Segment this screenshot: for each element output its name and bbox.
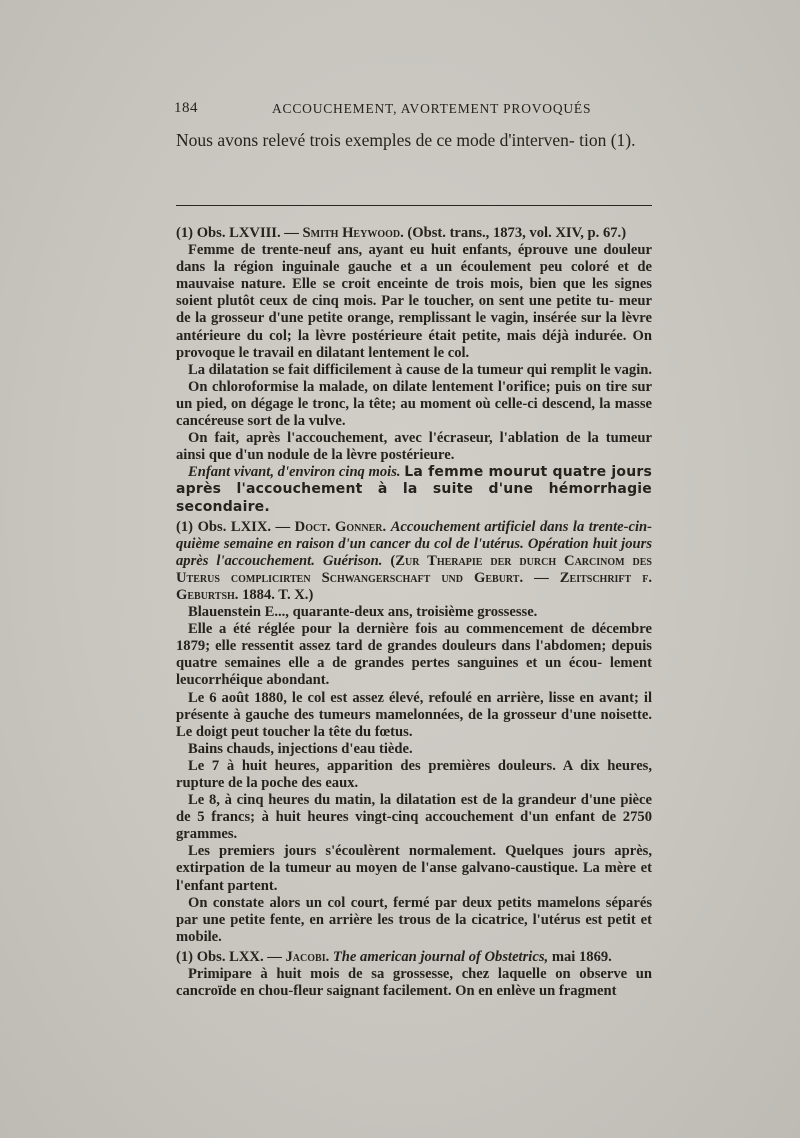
obs-68-paragraph: La dilatation se fait difficilement à cause de la tumeur qui remplit le vagin. — [188, 361, 653, 378]
obs-68-outcome: Enfant vivant, d'environ cinq mois. La femme mourut quatre jours après l'accouchement à la suite d'une hémorrhagie secondaire. — [176, 464, 652, 515]
obs-68-paragraph: On fait, après l'accouchement, avec l'écraseur, l'ablation de la tumeur ainsi que d'un nodule de la lèvre postérieure. — [176, 430, 652, 464]
footnotes — [176, 225, 652, 1000]
obs-69-paragraph: Les premiers jours s'écoulèrent normalement. Quelques jours après, extirpation de la tumeur au moyen de l'anse galvano-caustique. La mère et l'enfant partent. — [176, 843, 652, 894]
obs-70-paragraph: Primipare à huit mois de sa grossesse, chez laquelle on observe un cancroïde en chou-fleur saignant facilement. On en enlève un fragment — [176, 966, 652, 1000]
obs-69-paragraph: Blauenstein E..., quarante-deux ans, troisième grossesse. — [188, 604, 538, 621]
obs-68-paragraph: On chloroformise la malade, on dilate lentement l'orifice; puis on tire sur un pied, on dégage le tronc, la tête; au moment où celle-ci descend, la masse cancéreuse sort de la vulve. — [176, 378, 652, 430]
obs-69-paragraph: On constate alors un col court, fermé par deux petits mamelons séparés par une petite fente, en arrière les trous de la cicatrice, l'utérus est petit et mobile. — [176, 894, 652, 945]
obs-69-paragraph: Elle a été réglée pour la dernière fois au commencement de décembre 1879; elle ressentit assez tard de grandes douleurs dans l'abdomen; depuis quatre semaines elle a de grandes pertes sanguines et un écou- lement leucorrhéique abondant. — [176, 621, 652, 689]
obs-69-paragraph: Le 7 à huit heures, apparition des premières douleurs. A dix heures, rupture de la poche des eaux. — [176, 757, 652, 791]
obs-69-paragraph: Le 8, à cinq heures du matin, la dilatation est de la grandeur d'une pièce de 5 francs; à huit heures vingt-cinq accouchement d'un enfant de 2750 grammes. — [176, 792, 652, 843]
obs-68-reference: (1) Obs. LXVIII. — Smith Heywood. (Obst. trans., 1873, vol. XIV, p. 67.) — [176, 225, 627, 241]
obs-69-paragraph: Bains chauds, injections d'eau tiède. — [188, 740, 413, 757]
obs-70-reference: (1) Obs. LXX. — Jacobi. The american journal of Obstetrics, mai 1869. — [176, 948, 612, 965]
obs-69-reference: (1) Obs. LXIX. — Doct. Gonner. Accouchement artificiel dans la trente-cin- quième semaine en raison d'un cancer du col de l'utérus. Opération huit jours après l'accouchement. Guérison. (Zur Therapie der durch Carcinom des Uterus complicirten Schwangerschaft und Geburt. — Zeitschrift f. Geburtsh. 1884. T. X.) — [176, 518, 652, 603]
footnote-rule — [176, 205, 652, 206]
page-number: 184 — [174, 100, 198, 116]
main-text — [176, 128, 652, 152]
obs-69-paragraph: Le 6 août 1880, le col est assez élevé, refoulé en arrière, lisse en avant; il présente à gauche des tumeurs mamelonnées, de la grosseur d'une noisette. Le doigt peut toucher la tête du fœtus. — [176, 689, 652, 740]
obs-68-paragraph: Femme de trente-neuf ans, ayant eu huit enfants, éprouve une douleur dans la région inguinale gauche et a un écoulement peu coloré et de mauvaise nature. Elle se croit enceinte de trois mois, bien que les signes soient plutôt ceux de cinq mois. Par le toucher, on sent une petite tu- meur de la grosseur d'une petite orange, remplissant le vagin, insérée sur la lèvre antérieure du col; la lèvre postérieure était petite, mais déjà indurée. On provoque le travail en dilatant lentement le col. — [176, 242, 652, 361]
intro-paragraph: Nous avons relevé trois exemples de ce mode d'interven- tion (1). — [176, 130, 636, 150]
running-title: ACCOUCHEMENT, AVORTEMENT PROVOQUÉS — [272, 101, 592, 116]
